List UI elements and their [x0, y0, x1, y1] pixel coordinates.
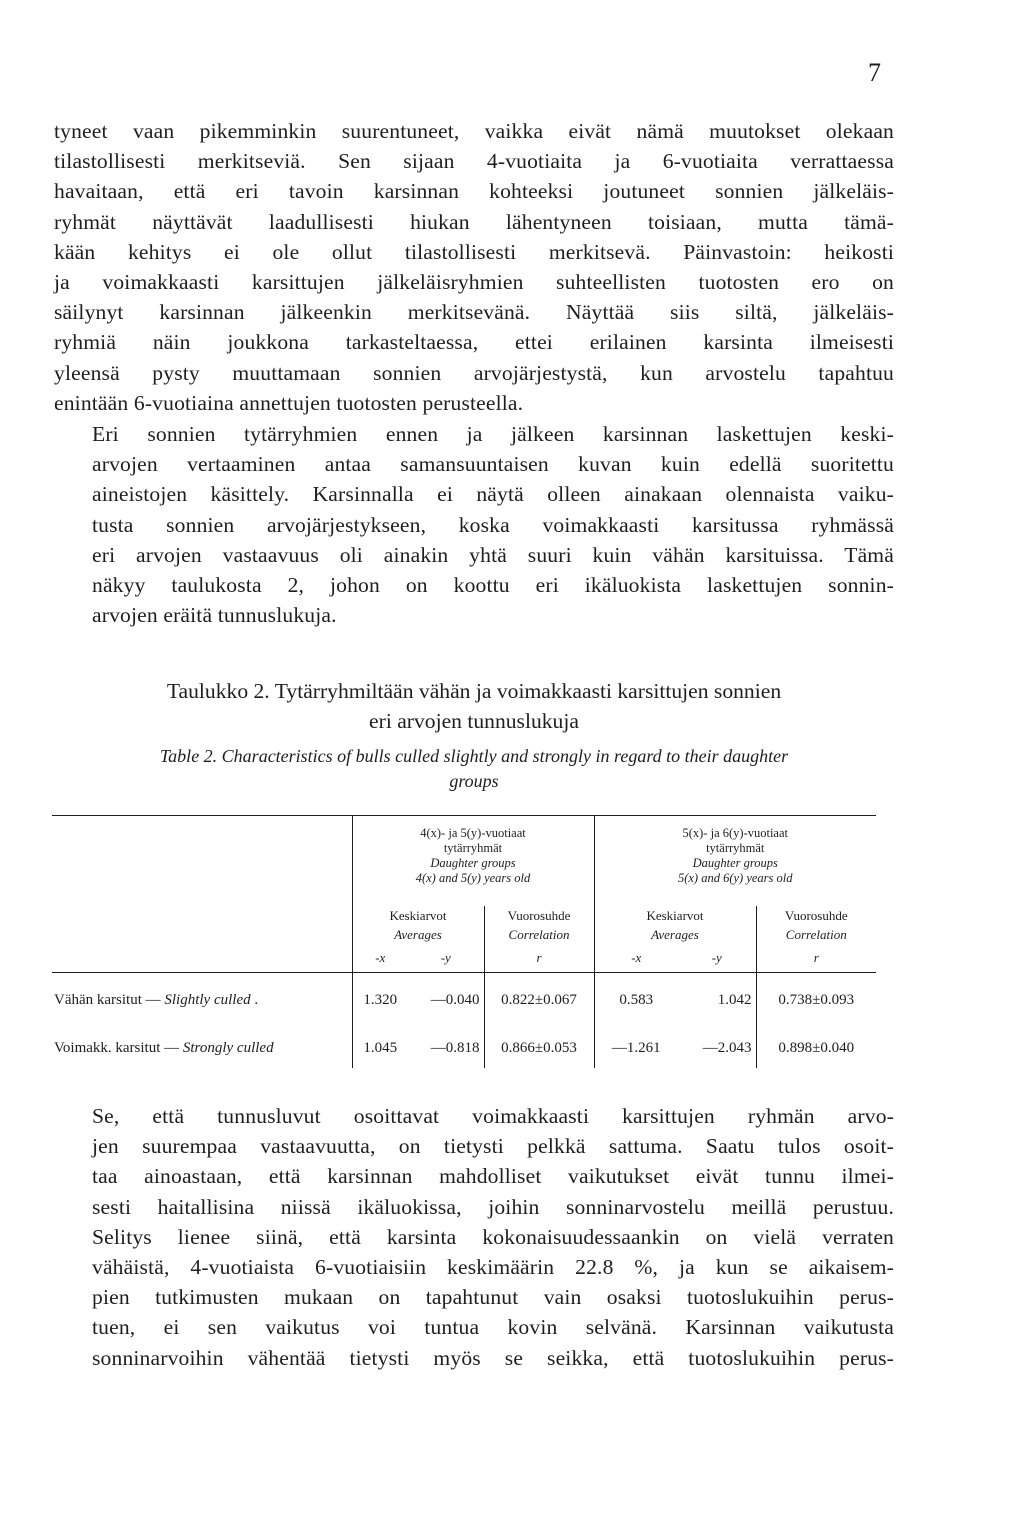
text-line: enintään 6-vuotiaina annettujen tuotosten perusteella. — [54, 390, 524, 415]
text-line: ryhmiä näin joukkona tarkasteltaessa, ettei erilainen karsinta ilmeisesti — [54, 330, 894, 355]
row-label: Vähän karsitut — Slightly culled . — [54, 991, 259, 1008]
text-line: havaitaan, että eri tavoin karsinnan kohteeksi joutuneet sonnien jälkeläis- — [54, 179, 894, 204]
text-line: tusta sonnien arvojärjestykseen, koska voimakkaasti karsitussa ryhmässä — [92, 512, 894, 537]
text-line: tilastollisesti merkitseviä. Sen sijaan 4-vuotiaita ja 6-vuotiaita verrattaessa — [54, 149, 894, 174]
text-line: näkyy taulukosta 2, johon on koottu eri ikäluokista laskettujen sonnin- — [92, 573, 894, 598]
symbol-r: r — [484, 944, 594, 972]
group-header-1: 4(x)- ja 5(y)-vuotiaat tytärryhmät Daughter groups 4(x) and 5(y) years old — [352, 816, 594, 887]
correlation-header: Vuorosuhde Correlation — [484, 906, 594, 944]
correlation-header: Vuorosuhde Correlation — [756, 906, 876, 944]
table-cell: 1.045 — [352, 1028, 408, 1068]
text-line: pien tutkimusten mukaan on tapahtunut vain osaksi tuotoslukuihin perus- — [92, 1285, 894, 1310]
text-line: jen suurempaa vastaavuutta, on tietysti pelkkä sattuma. Saatu tulos osoit- — [92, 1134, 894, 1159]
caption-line: groups — [449, 771, 499, 791]
text-line: sonninarvoihin vähentää tietysti myös se seikka, että tuotoslukuihin perus- — [92, 1345, 894, 1370]
text-line: aineistojen käsittely. Karsinnalla ei näytä olleen ainakaan olennaista vaiku- — [92, 482, 894, 507]
text-line: säilynyt karsinnan jälkeenkin merkitsevänä. Näyttää siis siltä, jälkeläis- — [54, 300, 894, 325]
symbol-x: -x — [352, 944, 408, 972]
symbol-x: -x — [594, 944, 678, 972]
table-cell: —0.818 — [430, 1039, 480, 1056]
table-cell: —0.040 — [430, 991, 480, 1008]
table-cell: 0.583 — [594, 972, 678, 1028]
text-line: ryhmät näyttävät laadullisesti hiukan lähentyneen toisiaan, mutta tämä- — [54, 209, 894, 234]
text-line: vähäistä, 4-vuotiaista 6-vuotiaisiin keskimäärin 22.8 %, ja kun se aikaisem- — [92, 1255, 894, 1280]
group-header-2: 5(x)- ja 6(y)-vuotiaat tytärryhmät Daughter groups 5(x) and 6(y) years old — [594, 816, 876, 887]
table-row — [52, 972, 876, 1028]
table-caption-english — [54, 744, 894, 794]
table-cell: 1.042 — [717, 991, 752, 1008]
table-cell: —1.261 — [594, 1028, 678, 1068]
table-cell: 0.738±0.093 — [756, 972, 876, 1028]
paragraph-3 — [54, 1101, 894, 1373]
table-header-group-row — [52, 816, 876, 887]
text-line: Selitys lienee siinä, että karsinta kokonaisuudessaankin on vielä verraten — [92, 1224, 894, 1249]
text-line: arvojen vertaaminen antaa samansuuntaisen kuvan kuin edellä suoritettu — [92, 452, 894, 477]
averages-header: Keskiarvot Averages — [352, 906, 484, 944]
paragraph-2 — [54, 419, 894, 630]
text-line: sesti haitallisina niissä ikäluokissa, joihin sonninarvostelu meillä perustuu. — [92, 1194, 894, 1219]
text-line: Se, että tunnusluvut osoittavat voimakkaasti karsittujen ryhmän arvo- — [92, 1104, 894, 1128]
caption-line: eri arvojen tunnuslukuja — [369, 709, 579, 733]
text-line: ja voimakkaasti karsittujen jälkeläisryhmien suhteellisten tuotosten ero on — [54, 270, 894, 295]
caption-line: Taulukko 2. Tytärryhmiltään vähän ja voimakkaasti karsittujen sonnien — [166, 679, 782, 703]
table-caption-finnish — [54, 676, 894, 736]
text-line: tuen, ei sen vaikutus voi tuntua kovin selvänä. Karsinnan vaikutusta — [92, 1315, 894, 1340]
text-line: Eri sonnien tytärryhmien ennen ja jälkeen karsinnan laskettujen keski- — [92, 422, 894, 446]
data-table — [52, 815, 876, 1068]
averages-header: Keskiarvot Averages — [594, 906, 756, 944]
symbol-y: -y — [440, 949, 451, 965]
table-subheader-row — [52, 906, 876, 944]
table-cell: —2.043 — [702, 1039, 752, 1056]
text-line: yleensä pysty muuttamaan sonnien arvojärjestystä, kun arvostelu tapahtuu — [54, 360, 894, 385]
table-cell: 0.898±0.040 — [756, 1028, 876, 1068]
symbol-r: r — [756, 944, 876, 972]
table-cell: 0.866±0.053 — [484, 1028, 594, 1068]
table-symbol-row — [52, 944, 876, 972]
table-row — [52, 1028, 876, 1068]
text-line: eri arvojen vastaavuus oli ainakin yhtä suuri kuin vähän karsituissa. Tämä — [92, 542, 894, 567]
table-cell: 0.822±0.067 — [484, 972, 594, 1028]
text-line: arvojen eräitä tunnuslukuja. — [92, 603, 337, 628]
table-cell: 1.320 — [352, 972, 408, 1028]
text-line: tyneet vaan pikemminkin suurentuneet, vaikka eivät nämä muutokset olekaan — [54, 119, 894, 143]
row-label: Voimakk. karsitut — Strongly culled — [54, 1039, 274, 1056]
caption-line: Table 2. Characteristics of bulls culled slightly and strongly in regard to their daughter — [159, 746, 789, 766]
text-line: kään kehitys ei ole ollut tilastollisesti merkitsevä. Päinvastoin: heikosti — [54, 239, 894, 264]
page-number: 7 — [868, 58, 881, 87]
symbol-y: -y — [711, 949, 722, 965]
paragraph-1 — [54, 116, 894, 418]
text-line: taa ainoastaan, että karsinnan mahdolliset vaikutukset eivät tunnu ilmei- — [92, 1164, 894, 1189]
